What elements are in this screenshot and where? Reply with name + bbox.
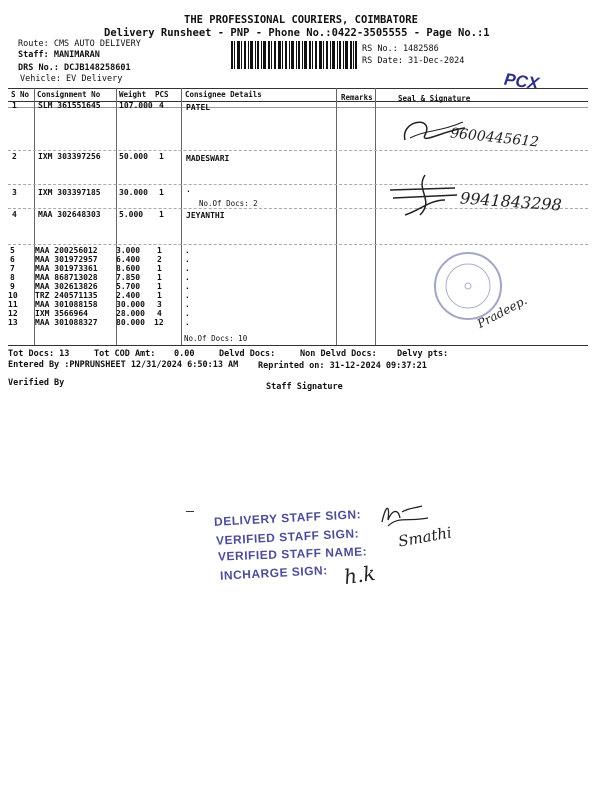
row-consignment: IXM 303397256 — [38, 152, 101, 161]
stamp-delivery-staff-sign: DELIVERY STAFF SIGN: — [213, 507, 362, 529]
docs-note: No.Of Docs: 10 — [184, 334, 248, 343]
row-sno: 10 — [8, 291, 18, 300]
staff-signature-label: Staff Signature — [266, 382, 343, 392]
row-pcs: 2 — [157, 255, 162, 264]
row-consignee: . — [185, 255, 190, 264]
row-sno: 12 — [8, 309, 18, 318]
row-sno: 13 — [8, 318, 18, 327]
row-pcs: 4 — [157, 309, 162, 318]
staff-label: Staff: MANIMARAN — [18, 50, 100, 60]
col-sno: S No — [11, 90, 30, 99]
tot-cod-label: Tot COD Amt: — [94, 349, 156, 359]
row-consignment: IXM 303397185 — [38, 188, 101, 197]
row-weight: 3.000 — [116, 246, 141, 255]
row-consignment: MAA 200256012 — [35, 246, 98, 255]
signature-2 — [385, 170, 465, 220]
row-consignee: . — [185, 282, 190, 291]
runsheet-title: Delivery Runsheet - PNP - Phone No.:0422-3505555 - Page No.:1 — [104, 27, 490, 39]
stamp-verified-staff-name: VERIFIED STAFF NAME: — [217, 544, 368, 564]
row-weight: 5.000 — [119, 210, 144, 219]
row-sno: 7 — [10, 264, 15, 273]
row-consignee: . — [185, 309, 190, 318]
row-pcs: 1 — [157, 246, 162, 255]
row-pcs: 1 — [157, 264, 162, 273]
row-consignee: . — [185, 318, 190, 327]
row-consignee: MADESWARI — [186, 154, 230, 163]
reprinted-on: Reprinted on: 31-12-2024 09:37:21 — [258, 361, 427, 371]
row-weight: 30.000 — [119, 188, 148, 197]
row-consignee: . — [186, 185, 191, 194]
row-sno: 4 — [12, 210, 17, 219]
table-top-rule — [8, 88, 588, 89]
row-consignment: TRZ 240571135 — [35, 291, 98, 300]
row-pcs: 1 — [159, 210, 164, 219]
entered-by: Entered By :PNPRUNSHEET 12/31/2024 6:50:13 AM — [8, 360, 239, 370]
row-weight: 107.000 — [119, 101, 153, 110]
row-weight: 8.600 — [116, 264, 141, 273]
row-consignment: MAA 301088327 — [35, 318, 98, 327]
row-sno: 11 — [8, 300, 18, 309]
row-sno: 8 — [10, 273, 15, 282]
row-sno: 2 — [12, 152, 17, 161]
company-title: THE PROFESSIONAL COURIERS, COIMBATORE — [184, 14, 418, 26]
table-col-divider — [181, 88, 182, 345]
stamp-dash — [186, 511, 194, 512]
handwritten-name: Smathi — [396, 523, 454, 551]
row-consignee: . — [185, 291, 190, 300]
stamp-verified-staff-sign: VERIFIED STAFF SIGN: — [215, 526, 360, 548]
row-consignment: SLM 361551645 — [38, 101, 101, 110]
row-consignee: . — [185, 300, 190, 309]
row-consignment: IXM 3566964 — [35, 309, 88, 318]
row-sno: 1 — [12, 101, 17, 110]
row-weight: 50.000 — [119, 152, 148, 161]
row-separator — [8, 184, 588, 185]
row-pcs: 3 — [157, 300, 162, 309]
row-weight: 30.000 — [116, 300, 145, 309]
row-consignee: . — [185, 273, 190, 282]
row-weight: 5.700 — [116, 282, 141, 291]
row-pcs: 1 — [159, 188, 164, 197]
row-pcs: 1 — [157, 282, 162, 291]
col-consignee: Consignee Details — [185, 90, 262, 99]
table-col-divider — [336, 88, 337, 345]
row-pcs: 12 — [154, 318, 164, 327]
row-sno: 9 — [10, 282, 15, 291]
handwritten-phone-1: 9600445612 — [449, 125, 540, 151]
row-sno: 3 — [12, 188, 17, 197]
tot-docs: Tot Docs: 13 — [8, 349, 70, 359]
tot-cod-value: 0.00 — [174, 349, 195, 359]
delvd-docs: Delvd Docs: — [219, 349, 276, 359]
row-consignee: JEYANTHI — [186, 211, 225, 220]
col-pcs: PCS — [155, 90, 169, 99]
col-weight: Weight — [119, 90, 147, 99]
verified-by: Verified By — [8, 378, 65, 388]
handwritten-sign-3: Pradeep. — [474, 293, 530, 331]
row-weight: 80.000 — [116, 318, 145, 327]
delvy-pts: Delvy pts: — [397, 349, 449, 359]
drs-label: DRS No.: DCJB148258601 — [18, 63, 131, 73]
row-consignment: MAA 302648303 — [38, 210, 101, 219]
row-consignee: PATEL — [186, 103, 211, 112]
row-separator — [8, 150, 588, 151]
route-label: Route: CMS AUTO DELIVERY — [18, 39, 141, 49]
row-pcs: 1 — [157, 273, 162, 282]
row-consignment: MAA 301088158 — [35, 300, 98, 309]
row-weight: 7.850 — [116, 273, 141, 282]
row-separator — [8, 244, 588, 245]
vehicle-label: Vehicle: EV Delivery — [20, 74, 123, 84]
rs-date: RS Date: 31-Dec-2024 — [362, 56, 465, 66]
row-sno: 5 — [10, 246, 15, 255]
col-consignment: Consignment No — [37, 90, 101, 99]
row-pcs: 1 — [159, 152, 164, 161]
row-consignment: MAA 302613826 — [35, 282, 98, 291]
stamp-incharge-sign: INCHARGE SIGN: — [219, 563, 328, 583]
col-signature: Seal & Signature — [398, 94, 471, 103]
row-weight: 2.400 — [116, 291, 141, 300]
handwritten-sign-stamp-1 — [378, 500, 434, 530]
barcode — [231, 41, 358, 69]
pcx-mark: PCX — [502, 69, 541, 94]
row-pcs: 1 — [157, 291, 162, 300]
handwritten-incharge: h.k — [342, 560, 377, 590]
handwritten-phone-2: 9941843298 — [459, 188, 563, 215]
col-remarks: Remarks — [341, 93, 373, 102]
non-delvd-docs: Non Delvd Docs: — [300, 349, 377, 359]
row-consignee: . — [185, 246, 190, 255]
row-consignment: MAA 301973361 — [35, 264, 98, 273]
row-consignment: MAA 301972957 — [35, 255, 98, 264]
rs-number: RS No.: 1482586 — [362, 44, 439, 54]
table-bottom-rule — [8, 345, 588, 346]
row-weight: 6.400 — [116, 255, 141, 264]
row-consignment: MAA 868713028 — [35, 273, 98, 282]
docs-note: No.Of Docs: 2 — [199, 199, 258, 208]
row-weight: 28.000 — [116, 309, 145, 318]
row-pcs: 4 — [159, 101, 164, 110]
table-col-divider — [375, 88, 376, 345]
row-sno: 6 — [10, 255, 15, 264]
row-consignee: . — [185, 264, 190, 273]
